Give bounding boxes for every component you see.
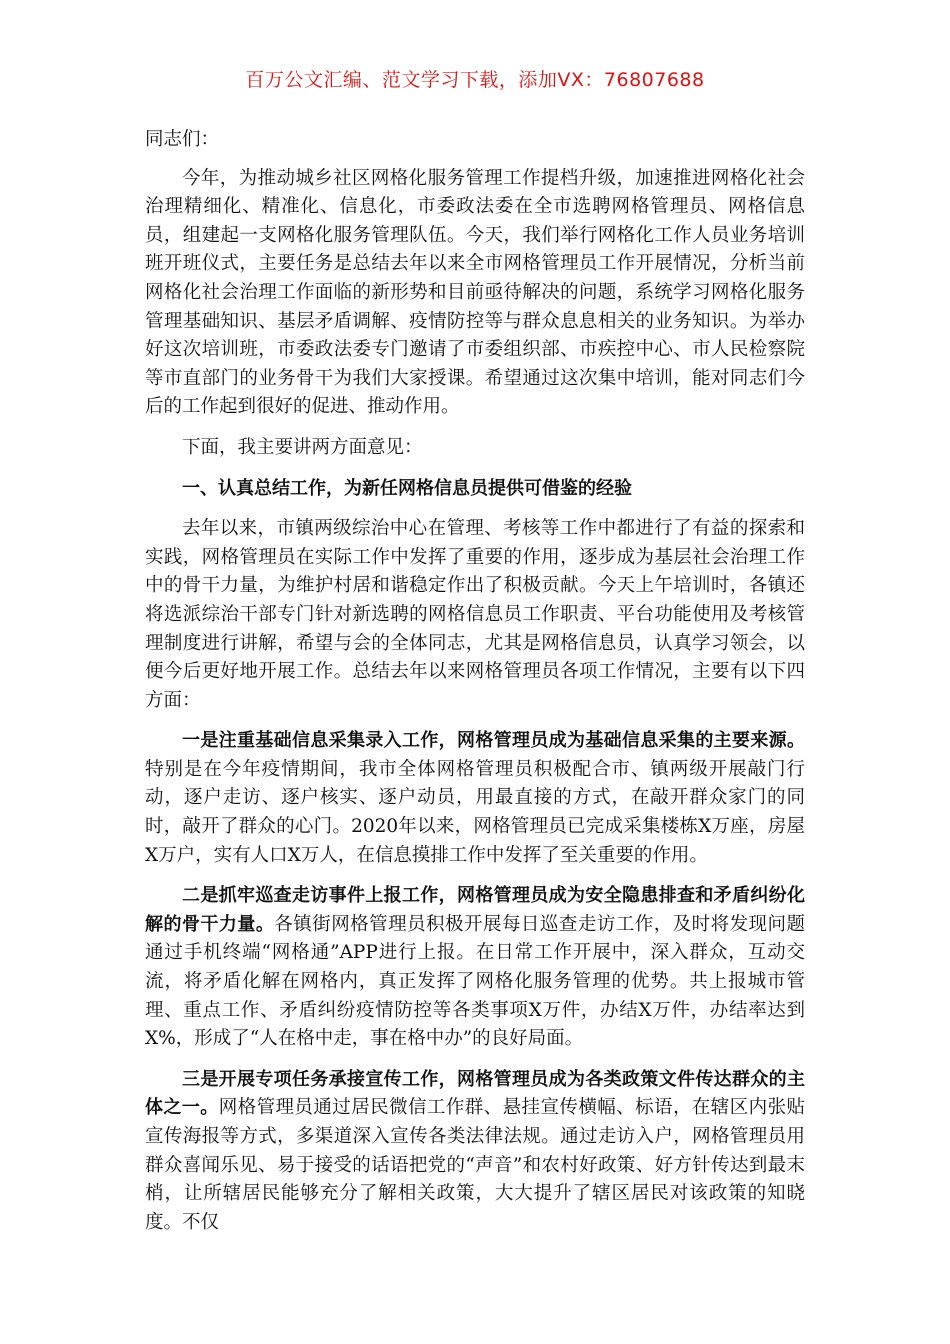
document-body xyxy=(145,126,805,1237)
point-2-body: 各镇街网格管理员积极开展每日巡查走访工作，及时将发现问题通过手机终端“网格通”APP进行上报。在日常工作开展中，深入群众，互动交流，将矛盾化解在网格内，真正发挥了网格化服务管理的优势。共上报城市管理、重点工作、矛盾纠纷疫情防控等各类事项X万件，办结X万件，办结率达到X%，形成了“人在格中走，事在格中办”的良好局面。 xyxy=(145,913,805,1050)
transition-paragraph: 下面，我主要讲两方面意见： xyxy=(182,436,423,458)
point-1-body: 特别是在今年疫情期间，我市全体网格管理员积极配合市、镇两级开展敲门行动，逐户走访、逐户核实、逐户动员，用最直接的方式，在敲开群众家门的同时，敲开了群众的心门。2020年以来，网格管理员已完成采集楼栋X万座，房屋X万户，实有人口X万人，在信息摸排工作中发挥了至关重要的作用。 xyxy=(145,758,805,866)
point-3-body: 网格管理员通过居民微信工作群、悬挂宣传横幅、标语，在辖区内张贴宣传海报等方式，多渠道深入宣传各类法律法规。通过走访入户，网格管理员用群众喜闻乐见、易于接受的话语把党的“声音”和农村好政策、好方针传达到最末梢，让所辖居民能够充分了解相关政策，大大提升了辖区居民对该政策的知晓度。不仅 xyxy=(145,1097,806,1233)
point-paragraph-2 xyxy=(145,882,805,1054)
salutation: 同志们： xyxy=(145,129,220,150)
point-2-lead: 二是抓牢巡查走访事件上报工作，网格管理员成为安全隐患排查和矛盾纠纷化解的骨干力量。 xyxy=(145,885,805,935)
point-1-lead: 一是注重基础信息采集录入工作，网格管理员成为基础信息采集的主要来源。 xyxy=(182,730,805,752)
intro-paragraph: 今年，为推动城乡社区网格化服务管理工作提档升级，加速推进网格化社会治理精细化、精准化、信息化，市委政法委在全市选聘网格管理员、网格信息员，组建起一支网格化服务管理队伍。今天，我们举行网格化工作人员业务培训班开班仪式，主要任务是总结去年以来全市网格管理员工作开展情况，分析当前网格化社会治理工作面临的新形势和目前亟待解决的问题，系统学习网格化服务管理基础知识、基层矛盾调解、疫情防控等与群众息息相关的业务知识。为举办好这次培训班，市委政法委专门邀请了市委组织部、市疾控中心、市人民检察院等市直部门的业务骨干为我们大家授课。希望通过这次集中培训，能对同志们今后的工作起到很好的促进、推动作用。 xyxy=(145,167,805,418)
point-3-lead: 三是开展专项任务承接宣传工作，网格管理员成为各类政策文件传达群众的主体之一。 xyxy=(145,1068,805,1119)
section1-intro-paragraph: 去年以来，市镇两级综治中心在管理、考核等工作中都进行了有益的探索和实践，网格管理员在实际工作中发挥了重要的作用，逐步成为基层社会治理工作中的骨干力量，为维护村居和谐稳定作出了积极贡献。今天上午培训时，各镇还将选派综治干部专门针对新选聘的网格信息员工作职责、平台功能使用及考核管理制度进行讲解，希望与会的全体同志，尤其是网格信息员，认真学习领会，以便今后更好地开展工作。总结去年以来网格管理员各项工作情况，主要有以下四方面： xyxy=(145,518,805,711)
point-paragraph-1 xyxy=(145,727,805,870)
point-paragraph-3 xyxy=(145,1066,805,1238)
section-heading-1: 一、认真总结工作，为新任网格信息员提供可借鉴的经验 xyxy=(182,477,632,499)
promo-header: 百万公文汇编、范文学习下载，添加VX：76807688 xyxy=(245,69,705,91)
